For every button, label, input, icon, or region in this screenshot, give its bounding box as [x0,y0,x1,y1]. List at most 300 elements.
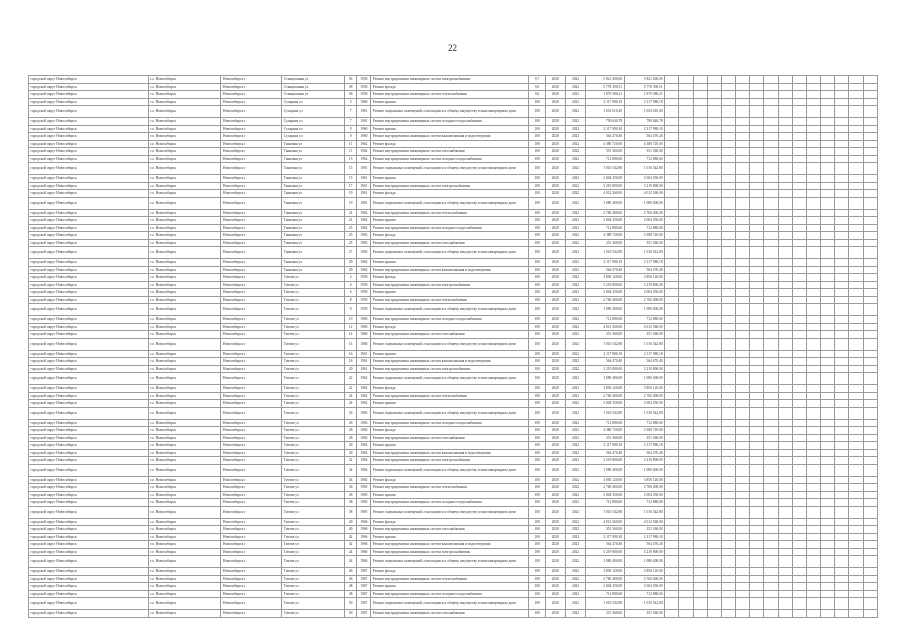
cost-total-cell: 351 360,00 [624,526,665,534]
empty-cell [736,133,750,141]
cost-total-cell: 564 470,40 [624,266,665,274]
empty-cell [835,434,849,442]
empty-cell [750,209,764,217]
city-district-cell: г.о. Новосибирск [148,365,221,373]
empty-cell [679,155,693,163]
empty-cell [679,323,693,331]
street-cell: Титова ул [282,365,345,373]
street-cell: Титова ул [282,385,345,393]
empty-cell [849,304,863,316]
district-cell: городской округ Новосибирск [29,556,149,568]
start-year-cell: 2020 [545,457,565,465]
empty-cell [863,289,877,297]
settlement-cell: Новосибирск г [221,434,282,442]
start-year-cell: 2020 [545,506,565,518]
empty-cell [764,590,778,598]
empty-cell [821,476,835,484]
empty-cell [764,449,778,457]
empty-cell [778,476,792,484]
cost-cell: 3 219 800,00 [586,457,624,465]
build-year-cell: 1961 [357,358,371,366]
start-year-cell: 2020 [545,163,565,175]
empty-cell [863,556,877,568]
house-number-cell: 11 [345,140,357,148]
cost-cell: 1 080 400,00 [586,464,624,476]
empty-cell [736,98,750,106]
empty-cell [707,484,721,492]
empty-cell [778,484,792,492]
end-year-cell: 2022 [565,197,585,209]
table-row [29,610,878,618]
empty-cell [750,76,764,84]
house-number-cell: 46 [345,568,357,576]
empty-cell [750,457,764,465]
settlement-cell: Новосибирск г [221,350,282,358]
empty-cell [849,499,863,507]
street-cell: Титова ул [282,548,345,556]
work-type-cell: Ремонт фасада [371,140,529,148]
share-cell: 100 [529,148,545,156]
empty-cell [721,281,735,289]
empty-cell [693,175,707,183]
end-year-cell: 2022 [565,476,585,484]
empty-cell [835,190,849,198]
end-year-cell: 2022 [565,392,585,400]
empty-cell [792,209,806,217]
empty-cell [693,296,707,304]
empty-cell [806,148,820,156]
cost-total-cell: 2 117 980,18 [624,98,665,106]
empty-cell [778,197,792,209]
empty-cell [707,457,721,465]
empty-cell [863,491,877,499]
start-year-cell: 2020 [545,449,565,457]
empty-cell [792,338,806,350]
empty-cell [821,259,835,267]
empty-cell [821,323,835,331]
settlement-cell: Новосибирск г [221,76,282,84]
work-type-cell: Ремонт крыши [371,442,529,450]
empty-cell [750,476,764,484]
table-row [29,484,878,492]
work-type-cell: Ремонт подвальных помещений, относящихся к общему имуществу в многоквартирном доме [371,338,529,350]
cost-cell: 712 880,60 [586,155,624,163]
empty-cell [665,266,679,274]
street-cell: Титова ул [282,506,345,518]
empty-cell [764,499,778,507]
build-year-cell: 1961 [357,190,371,198]
city-district-cell: г.о. Новосибирск [148,331,221,339]
empty-cell [750,182,764,190]
settlement-cell: Новосибирск г [221,610,282,618]
district-cell: городской округ Новосибирск [29,449,149,457]
empty-cell [792,331,806,339]
settlement-cell: Новосибирск г [221,316,282,324]
empty-cell [750,106,764,118]
end-year-cell: 2022 [565,442,585,450]
district-cell: городской округ Новосибирск [29,518,149,526]
street-cell: Титова ул [282,518,345,526]
empty-cell [707,533,721,541]
cost-cell: 5 778 390,51 [586,83,624,91]
empty-cell [665,499,679,507]
settlement-cell: Новосибирск г [221,548,282,556]
settlement-cell: Новосибирск г [221,476,282,484]
street-cell: Титова ул [282,274,345,282]
work-type-cell: Ремонт подвальных помещений, относящихся к общему имуществу в многоквартирном доме [371,506,529,518]
empty-cell [750,197,764,209]
house-number-cell: 48 [345,583,357,591]
empty-cell [707,76,721,84]
build-year-cell: 1962 [357,266,371,274]
settlement-cell: Новосибирск г [221,83,282,91]
empty-cell [792,125,806,133]
share-cell: 100 [529,281,545,289]
empty-cell [863,407,877,419]
city-district-cell: г.о. Новосибирск [148,400,221,408]
cost-total-cell: 2 004 350,00 [624,175,665,183]
empty-cell [665,541,679,549]
empty-cell [665,407,679,419]
street-cell: Титова ул [282,296,345,304]
settlement-cell: Новосибирск г [221,274,282,282]
settlement-cell: Новосибирск г [221,491,282,499]
empty-cell [835,385,849,393]
empty-cell [792,457,806,465]
settlement-cell: Новосибирск г [221,442,282,450]
start-year-cell: 2020 [545,296,565,304]
empty-cell [736,583,750,591]
empty-cell [693,259,707,267]
empty-cell [778,91,792,99]
end-year-cell: 2022 [565,266,585,274]
empty-cell [849,118,863,126]
cost-total-cell: 2 004 350,00 [624,400,665,408]
city-district-cell: г.о. Новосибирск [148,217,221,225]
house-number-cell: 50 [345,610,357,618]
empty-cell [821,392,835,400]
empty-cell [792,434,806,442]
empty-cell [736,304,750,316]
empty-cell [778,365,792,373]
work-type-cell: Ремонт подвальных помещений, относящихся к общему имуществу в многоквартирном доме [371,556,529,568]
table-row [29,541,878,549]
settlement-cell: Новосибирск г [221,232,282,240]
empty-cell [750,155,764,163]
empty-cell [693,548,707,556]
table-row [29,419,878,427]
empty-cell [707,610,721,618]
cost-total-cell: 564 470,40 [624,358,665,366]
start-year-cell: 2020 [545,583,565,591]
city-district-cell: г.о. Новосибирск [148,247,221,259]
empty-cell [750,526,764,534]
table-row [29,442,878,450]
empty-cell [806,163,820,175]
empty-cell [736,224,750,232]
cost-total-cell: 1 080 400,00 [624,304,665,316]
build-year-cell: 1964 [357,476,371,484]
empty-cell [835,304,849,316]
empty-cell [679,83,693,91]
cost-total-cell: 4 380 720,00 [624,140,665,148]
house-number-cell: 13 [345,155,357,163]
empty-cell [665,175,679,183]
share-cell: 100 [529,442,545,450]
share-cell: 100 [529,449,545,457]
house-number-cell: 10 [345,316,357,324]
share-cell: 100 [529,175,545,183]
share-cell: 100 [529,98,545,106]
empty-cell [679,548,693,556]
empty-cell [821,155,835,163]
empty-cell [736,316,750,324]
street-cell: Титова ул [282,338,345,350]
empty-cell [764,148,778,156]
empty-cell [707,598,721,610]
empty-cell [849,556,863,568]
empty-cell [750,419,764,427]
empty-cell [806,491,820,499]
empty-cell [679,506,693,518]
cost-total-cell: 351 360,00 [624,331,665,339]
settlement-cell: Новосибирск г [221,190,282,198]
empty-cell [764,556,778,568]
empty-cell [736,491,750,499]
empty-cell [721,610,735,618]
work-type-cell: Ремонт внутридомовых инженерных систем холодного водоснабжения [371,155,529,163]
build-year-cell: 1966 [357,518,371,526]
build-year-cell: 1960 [357,316,371,324]
start-year-cell: 2020 [545,590,565,598]
empty-cell [679,499,693,507]
start-year-cell: 2020 [545,350,565,358]
empty-cell [736,239,750,247]
work-type-cell: Ремонт подвальных помещений, относящихся к общему имуществу в многоквартирном доме [371,598,529,610]
start-year-cell: 2020 [545,548,565,556]
district-cell: городской округ Новосибирск [29,98,149,106]
empty-cell [721,338,735,350]
start-year-cell: 2020 [545,464,565,476]
empty-cell [693,331,707,339]
city-district-cell: г.о. Новосибирск [148,556,221,568]
empty-cell [665,106,679,118]
cost-total-cell: 1 010 542,80 [624,598,665,610]
end-year-cell: 2022 [565,464,585,476]
empty-cell [707,575,721,583]
start-year-cell: 2020 [545,224,565,232]
share-cell: 100 [529,373,545,385]
empty-cell [806,217,820,225]
empty-cell [679,266,693,274]
start-year-cell: 2020 [545,598,565,610]
street-cell: Титова ул [282,442,345,450]
empty-cell [764,232,778,240]
empty-cell [665,598,679,610]
empty-cell [707,155,721,163]
empty-cell [750,148,764,156]
empty-cell [764,476,778,484]
build-year-cell: 1961 [357,118,371,126]
empty-cell [849,209,863,217]
empty-cell [778,338,792,350]
empty-cell [707,392,721,400]
settlement-cell: Новосибирск г [221,133,282,141]
work-type-cell: Ремонт подвальных помещений, относящихся к общему имуществу в многоквартирном доме [371,304,529,316]
empty-cell [764,598,778,610]
table-row [29,323,878,331]
settlement-cell: Новосибирск г [221,296,282,304]
empty-cell [736,323,750,331]
empty-cell [792,407,806,419]
empty-cell [778,163,792,175]
empty-cell [821,175,835,183]
district-cell: городской округ Новосибирск [29,209,149,217]
empty-cell [721,598,735,610]
district-cell: городской округ Новосибирск [29,304,149,316]
empty-cell [764,331,778,339]
cost-total-cell: 2 004 350,00 [624,289,665,297]
empty-cell [665,392,679,400]
district-cell: городской округ Новосибирск [29,358,149,366]
end-year-cell: 2022 [565,190,585,198]
empty-cell [764,76,778,84]
district-cell: городской округ Новосибирск [29,163,149,175]
cost-total-cell: 3 856 120,00 [624,568,665,576]
end-year-cell: 2022 [565,106,585,118]
empty-cell [849,548,863,556]
end-year-cell: 2022 [565,217,585,225]
build-year-cell: 1961 [357,182,371,190]
empty-cell [707,133,721,141]
house-number-cell: 14 [345,331,357,339]
empty-cell [835,499,849,507]
empty-cell [721,464,735,476]
house-number-cell: 24 [345,392,357,400]
empty-cell [693,148,707,156]
empty-cell [736,209,750,217]
empty-cell [736,274,750,282]
empty-cell [665,400,679,408]
empty-cell [721,583,735,591]
street-cell: Титова ул [282,583,345,591]
street-cell: Танковая ул [282,266,345,274]
end-year-cell: 2022 [565,526,585,534]
empty-cell [721,155,735,163]
empty-cell [679,182,693,190]
empty-cell [792,76,806,84]
empty-cell [821,358,835,366]
empty-cell [806,499,820,507]
cost-total-cell: 3 856 120,00 [624,476,665,484]
empty-cell [806,232,820,240]
empty-cell [849,526,863,534]
empty-cell [665,464,679,476]
settlement-cell: Новосибирск г [221,304,282,316]
share-cell: 100 [529,476,545,484]
share-cell: 9,6 [529,83,545,91]
empty-cell [806,449,820,457]
empty-cell [679,491,693,499]
empty-cell [736,419,750,427]
empty-cell [679,392,693,400]
empty-cell [863,427,877,435]
empty-cell [721,541,735,549]
empty-cell [721,239,735,247]
empty-cell [736,598,750,610]
empty-cell [721,533,735,541]
end-year-cell: 2022 [565,182,585,190]
empty-cell [693,76,707,84]
table-row [29,400,878,408]
table-row [29,526,878,534]
share-cell: 100 [529,274,545,282]
street-cell: Титова ул [282,434,345,442]
empty-cell [778,457,792,465]
empty-cell [792,106,806,118]
cost-cell: 3 219 800,00 [586,182,624,190]
end-year-cell: 2022 [565,556,585,568]
empty-cell [778,140,792,148]
start-year-cell: 2020 [545,556,565,568]
work-type-cell: Ремонт фасада [371,323,529,331]
empty-cell [750,392,764,400]
empty-cell [778,155,792,163]
empty-cell [863,518,877,526]
empty-cell [806,316,820,324]
cost-cell: 3 856 120,00 [586,476,624,484]
empty-cell [778,296,792,304]
district-cell: городской округ Новосибирск [29,400,149,408]
empty-cell [792,506,806,518]
settlement-cell: Новосибирск г [221,239,282,247]
empty-cell [707,556,721,568]
house-number-cell: 40 [345,526,357,534]
empty-cell [806,259,820,267]
empty-cell [665,209,679,217]
empty-cell [863,239,877,247]
empty-cell [849,316,863,324]
empty-cell [736,125,750,133]
end-year-cell: 2022 [565,259,585,267]
end-year-cell: 2022 [565,484,585,492]
empty-cell [693,140,707,148]
empty-cell [736,217,750,225]
settlement-cell: Новосибирск г [221,407,282,419]
empty-cell [792,140,806,148]
empty-cell [792,484,806,492]
empty-cell [750,400,764,408]
empty-cell [778,556,792,568]
city-district-cell: г.о. Новосибирск [148,491,221,499]
empty-cell [806,331,820,339]
cost-cell: 4 380 720,00 [586,140,624,148]
build-year-cell: 1962 [357,259,371,267]
empty-cell [665,506,679,518]
empty-cell [849,373,863,385]
empty-cell [821,434,835,442]
empty-cell [764,239,778,247]
empty-cell [679,541,693,549]
empty-cell [821,125,835,133]
start-year-cell: 2020 [545,133,565,141]
empty-cell [792,365,806,373]
table-row [29,464,878,476]
build-year-cell: 1959 [357,296,371,304]
build-year-cell: 1962 [357,155,371,163]
end-year-cell: 2022 [565,365,585,373]
build-year-cell: 1958 [357,274,371,282]
